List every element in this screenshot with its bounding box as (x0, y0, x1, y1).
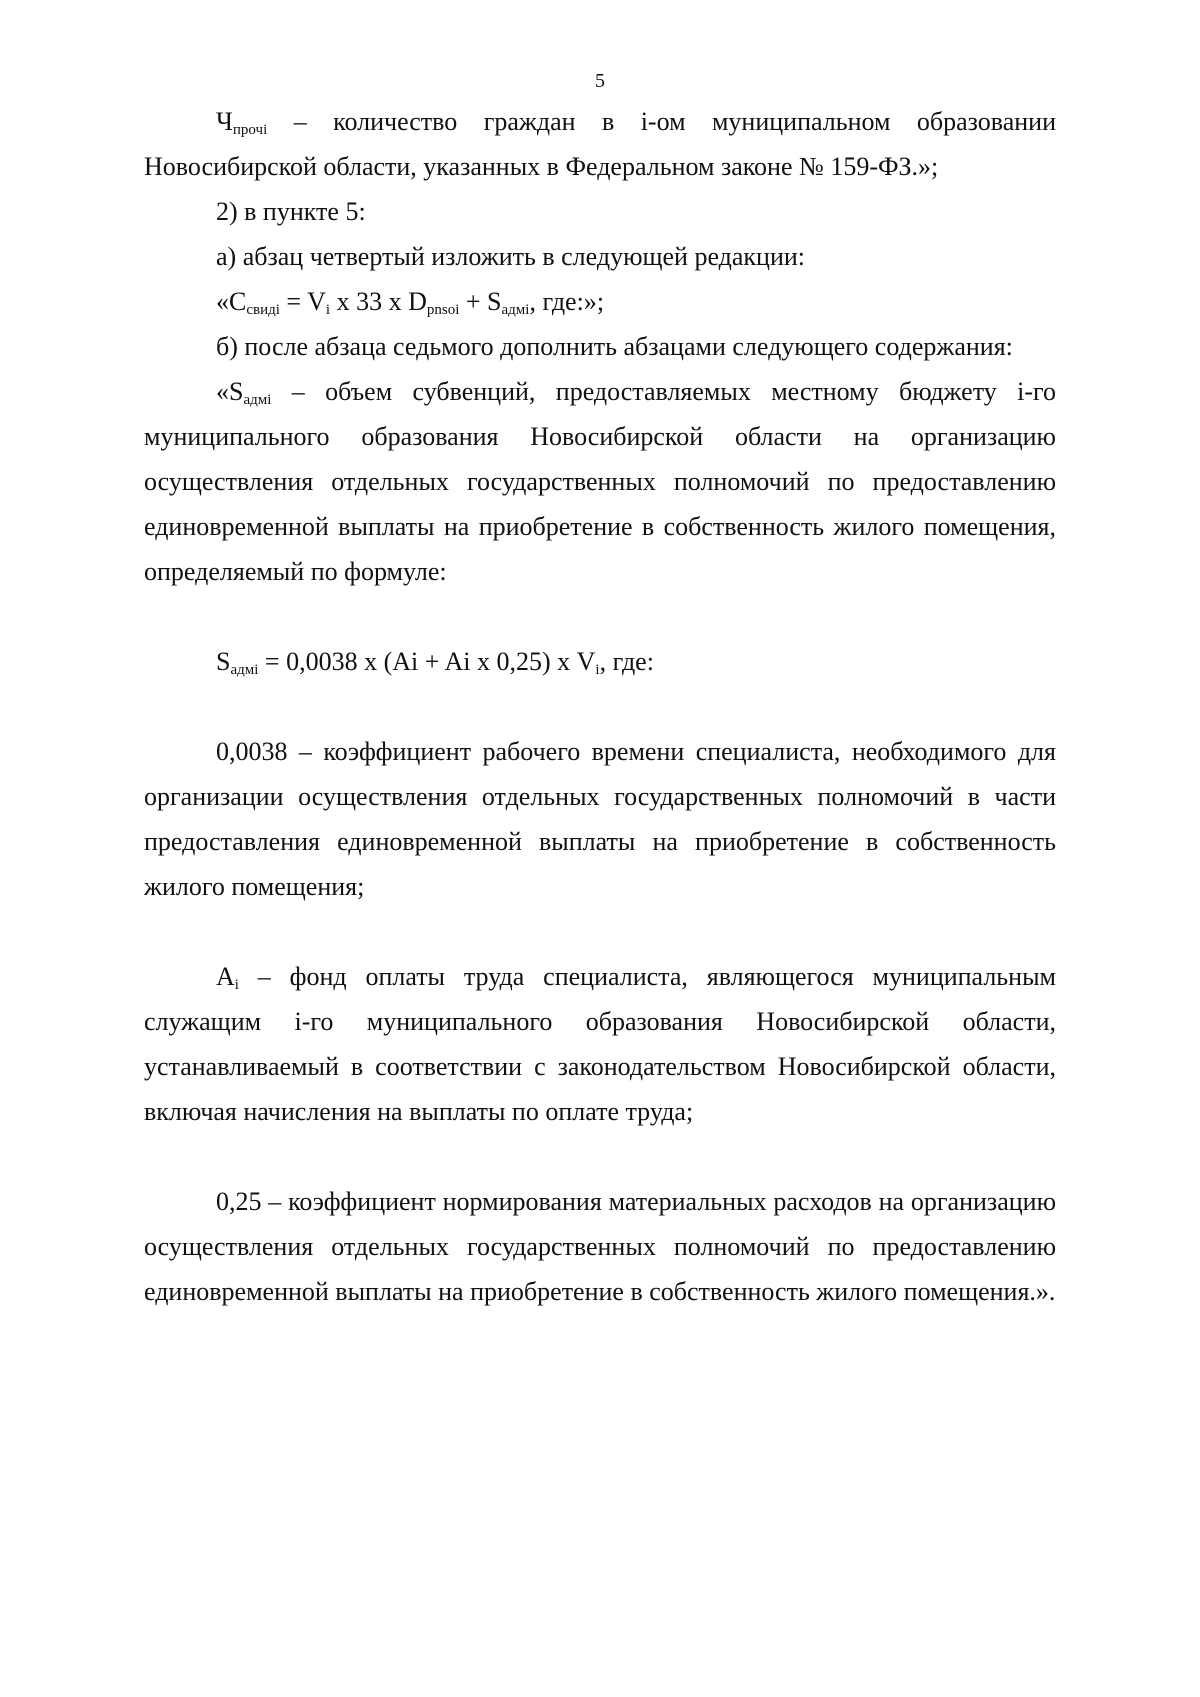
var-subscript: адмi (243, 392, 272, 408)
var-symbol: «S (216, 377, 244, 406)
text-line: б) после абзаца седьмого дополнить абзацами следующего содержания: (216, 332, 1013, 361)
formula-line (144, 286, 1056, 318)
var-subscript: i (234, 977, 239, 993)
formula-part: , где:»; (529, 287, 605, 316)
formula-subscript: pnsoi (426, 302, 460, 318)
formula-part: «С (216, 287, 247, 316)
text-line: 0,25 – коэффициент нормирования материальных расходов на организацию (216, 1187, 1056, 1216)
var-symbol: A (216, 962, 235, 991)
page-number: 5 (595, 70, 605, 92)
formula-part: = V (279, 287, 326, 316)
line-text: – количество граждан в i-ом муниципальном образовании (267, 107, 1056, 136)
formula-subscript: свидi (246, 302, 280, 318)
text-line: 0,0038 – коэффициент рабочего времени специалиста, необходимого для (216, 737, 1056, 766)
text-line: а) абзац четвертый изложить в следующей редакции: (216, 242, 806, 271)
text-line: Новосибирской области, указанных в Федеральном законе № 159-ФЗ.»; (144, 152, 939, 181)
text-line: включая начисления на выплаты по оплате труда; (144, 1097, 694, 1126)
text-line (144, 106, 1056, 138)
formula-part: х 33 х D (330, 287, 427, 316)
text-line: служащим i-го муниципального образования Новосибирской области, (144, 1007, 1056, 1036)
formula-line (144, 646, 1056, 678)
formula-part: = 0,0038 х (Ai + Ai х 0,25) х V (258, 647, 596, 676)
text-line (144, 961, 1056, 993)
text-line: единовременной выплаты на приобретение в собственность жилого помещения.». (144, 1277, 1056, 1306)
text-line (144, 376, 1056, 408)
formula-part: S (216, 647, 231, 676)
var-symbol: Ч (216, 107, 233, 136)
text-line: жилого помещения; (144, 872, 365, 901)
text-line: единовременной выплаты на приобретение в собственность жилого помещения, (144, 512, 1056, 541)
line-text: – объем субвенций, предоставляемых местному бюджету i-го (271, 377, 1056, 406)
text-line: осуществления отдельных государственных полномочий по предоставлению (144, 467, 1056, 496)
formula-subscript: адмi (230, 662, 259, 678)
formula-subscript: адмi (501, 302, 530, 318)
text-line: определяемый по формуле: (144, 557, 447, 586)
formula-part: , где: (599, 647, 654, 676)
text-line: осуществления отдельных государственных полномочий по предоставлению (144, 1232, 1056, 1261)
text-line: устанавливаемый в соответствии с законодательством Новосибирской области, (144, 1052, 1056, 1081)
text-line: муниципального образования Новосибирской области на организацию (144, 422, 1056, 451)
text-line: 2) в пункте 5: (216, 197, 366, 226)
line-text: – фонд оплаты труда специалиста, являющегося муниципальным (238, 962, 1056, 991)
formula-subscript: i (325, 302, 331, 318)
text-line: организации осуществления отдельных государственных полномочий в части (144, 782, 1056, 811)
formula-part: + S (459, 287, 502, 316)
text-line: предоставления единовременной выплаты на приобретение в собственность (144, 827, 1056, 856)
formula-subscript: i (595, 662, 600, 678)
var-subscript: прочi (232, 122, 268, 138)
